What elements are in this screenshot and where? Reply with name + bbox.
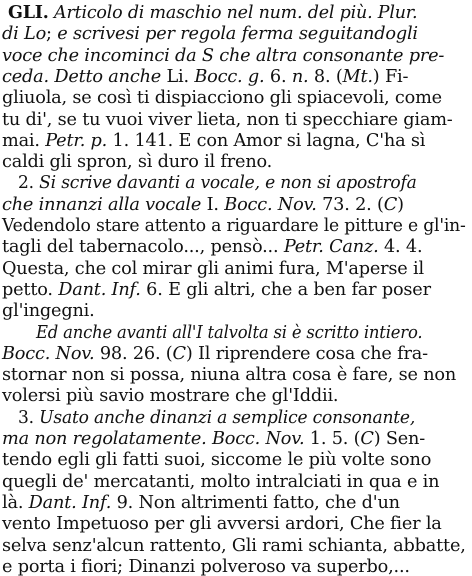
text-segment: Vedendolo stare attento a riguardare le pitture e gl'in- bbox=[2, 215, 466, 236]
text-segment: 1. 141. E con Amor si lagna, C'ha sì bbox=[107, 129, 426, 151]
text-segment: ; bbox=[46, 23, 58, 45]
text-segment: 8. ( bbox=[308, 65, 343, 87]
text-segment: tu di', se tu vuoi viver lieta, non ti specchiare giam- bbox=[2, 108, 453, 130]
text-segment: e scrivesi per regola ferma seguitandogli bbox=[57, 23, 418, 45]
text-segment: 9. Non altrimenti fatto, che d'un bbox=[111, 491, 400, 513]
text-segment: Bocc. Nov. bbox=[2, 342, 95, 364]
text-segment: 6. E gli altri, che a ben far poser bbox=[140, 278, 431, 300]
text-segment: Dant. Inf. bbox=[28, 491, 112, 513]
text-segment: Ed anche avanti all'I talvolta si è scritto intiero. bbox=[36, 321, 423, 343]
text-segment: C bbox=[360, 428, 374, 449]
text-segment: C bbox=[383, 193, 398, 215]
text-segment: Si scrive davanti a vocale, e non si apostrofa bbox=[39, 172, 417, 194]
text-segment: ) Fi- bbox=[372, 65, 409, 87]
text-segment: Mt. bbox=[342, 65, 373, 87]
text-segment: caldi gli spron, sì duro il freno. bbox=[2, 151, 273, 173]
text-segment: là. bbox=[2, 491, 29, 513]
text-segment: Petr. Canz. bbox=[283, 236, 379, 258]
text-segment: ) bbox=[397, 193, 404, 215]
text-segment: tagli del tabernacolo..., pensò... bbox=[2, 236, 284, 258]
text-segment: 98. 26. ( bbox=[94, 342, 173, 364]
text-segment: 3. bbox=[18, 406, 40, 428]
text-segment: Dant. Inf. bbox=[58, 278, 141, 300]
text-segment: e porta i fiori; Dinanzi polveroso va superbo,... bbox=[2, 555, 410, 576]
text-segment: petto. bbox=[2, 278, 59, 300]
text-segment: voce che incominci da S che altra consonante pre- bbox=[2, 44, 445, 66]
text-segment: ) Il riprendere cosa che fra- bbox=[185, 342, 428, 364]
text-segment: di Lo bbox=[2, 23, 47, 45]
text-segment: gl'ingegni. bbox=[2, 300, 95, 322]
text-segment: Bocc. Nov. bbox=[224, 193, 317, 215]
text-segment: 2. bbox=[18, 172, 40, 194]
text-segment: ) Sen- bbox=[373, 428, 426, 449]
text-segment: tendo egli gli fatti suoi, siccome le più volte sono bbox=[2, 449, 432, 471]
text-segment: 1. 5. ( bbox=[304, 428, 361, 449]
text-segment: 73. 2. ( bbox=[316, 193, 384, 215]
text-segment: Bocc. g. bbox=[194, 65, 265, 87]
text-segment: Li. bbox=[161, 65, 195, 87]
text-segment: ceda. Detto anche bbox=[2, 65, 162, 87]
text-segment: Usato anche dinanzi a semplice consonante, bbox=[39, 406, 416, 428]
text-segment: 4. 4. bbox=[378, 236, 423, 258]
text-line bbox=[2, 555, 466, 576]
text-segment: stornar non si possa, niuna altra cosa è fare, se non bbox=[2, 364, 457, 386]
text-segment: mai. bbox=[2, 129, 46, 151]
text-segment: C bbox=[172, 342, 186, 364]
text-segment: ma non regolatamente. Bocc. Nov. bbox=[2, 428, 305, 449]
text-segment: selva senz'alcun rattento, Gli rami schianta, abbatte, bbox=[2, 534, 466, 556]
text-segment: vento Impetuoso per gli avversi ardori, Che fier la bbox=[2, 513, 442, 535]
text-segment: quegli de' mercatanti, molto intralciati in qua e in bbox=[2, 470, 440, 492]
text-segment: Questa, che col mirar gli animi fura, M'aperse il bbox=[2, 257, 424, 279]
text-segment: gliuola, se così ti dispiacciono gli spiacevoli, come bbox=[2, 87, 442, 109]
text-segment: GLI. bbox=[8, 2, 49, 23]
text-segment: Petr. p. bbox=[45, 129, 108, 151]
text-segment: Articolo di maschio nel num. del più. Plur. bbox=[54, 2, 418, 23]
text-segment: 6. bbox=[264, 65, 292, 87]
text-segment: che innanzi alla vocale bbox=[2, 193, 202, 215]
text-segment: volersi più savio mostrare che gl'Iddii. bbox=[2, 385, 339, 407]
text-segment: I. bbox=[201, 193, 225, 215]
text-segment: n. bbox=[291, 65, 309, 87]
